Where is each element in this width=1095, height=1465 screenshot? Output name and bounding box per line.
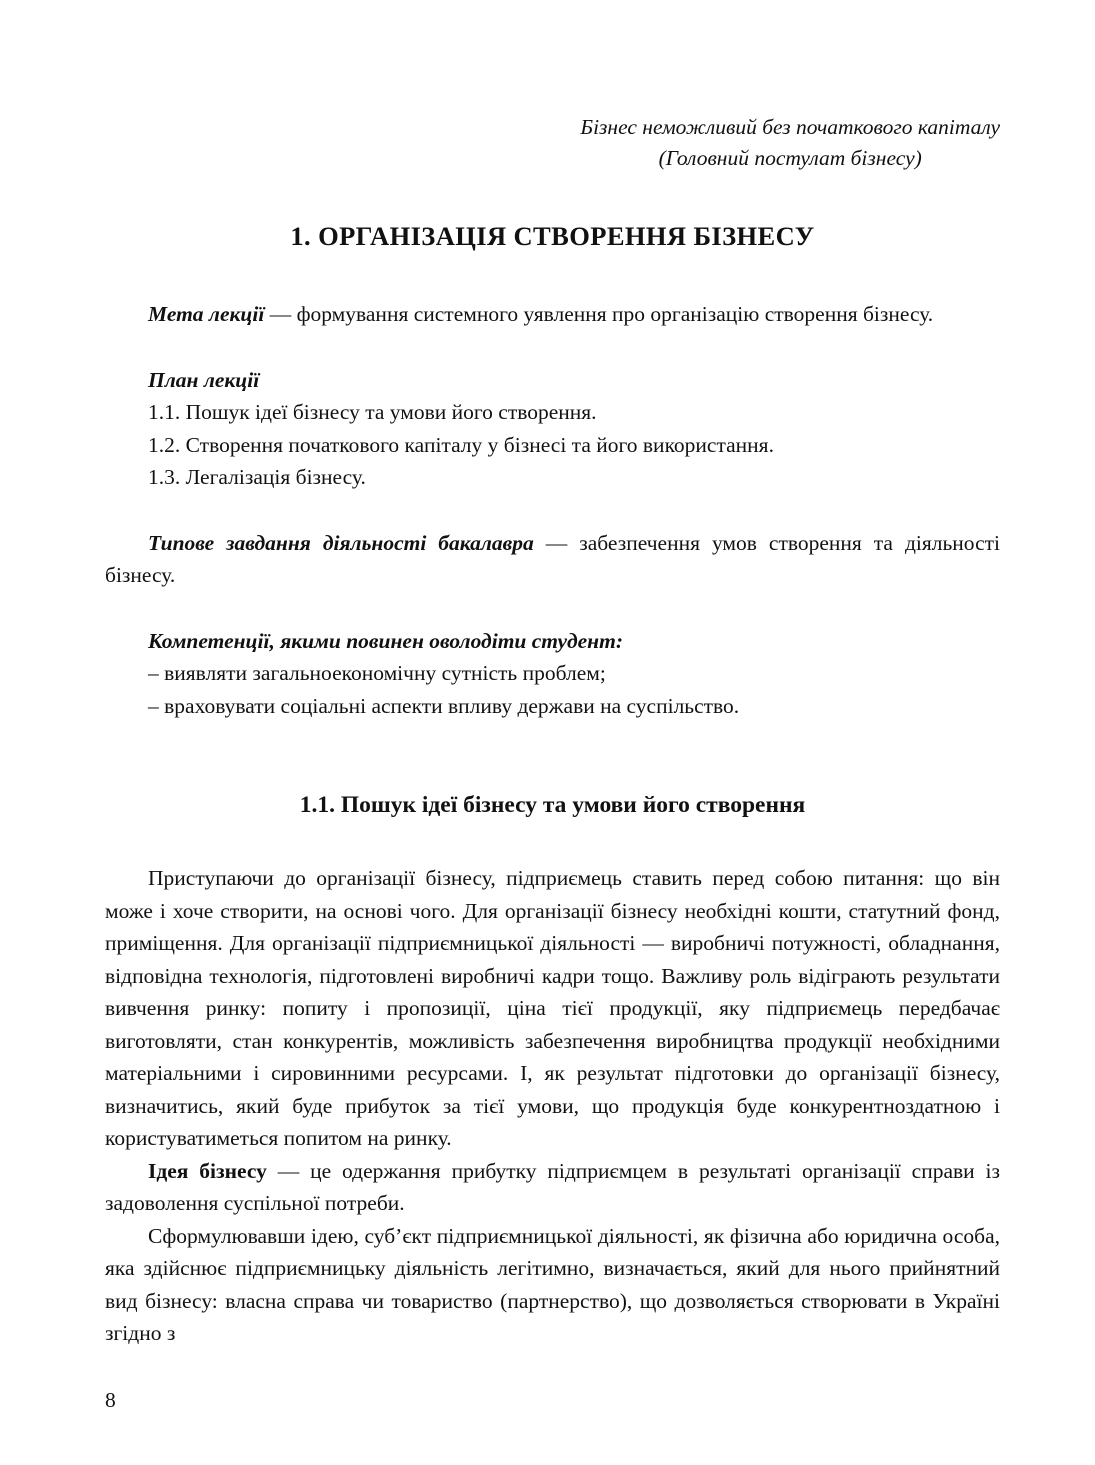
plan-heading: План лекції [148, 367, 260, 392]
body-paragraph-2 [105, 1155, 1000, 1220]
lecture-goal-text: — формування системного уявлення про організацію створення бізнесу. [264, 302, 934, 326]
business-idea-lead: Ідея бізнесу [148, 1158, 267, 1183]
epigraph [580, 112, 1000, 174]
lecture-goal-lead: Мета лекції [148, 302, 265, 326]
body-paragraph-1: Приступаючи до організації бізнесу, підприємець ставить перед собою питання: що він може і хоче створити, на основі чого. Для організації бізнесу необхідні кошти, статутний фонд, приміщення. Для організації підприємницької діяльності — виробничі потужності, обладнання, відповідна технологія, підготовлені виробничі кадри тощо. Важливу роль відіграють результати вивчення ринку: попиту і пропозиції, ціна тієї продукції, яку підприємець передбачає виготовляти, стан конкурентів, можливість забезпечення виробництва продукції необхідними матеріальними і сировинними ресурсами. І, як результат підготовки до організації бізнесу, визначитись, який буде прибуток за тієї умови, що продукція буде конкурентноздатною і користуватиметься попитом на ринку. [105, 866, 1000, 1150]
lecture-goal-paragraph [105, 298, 1000, 331]
epigraph-line-2: (Головний постулат бізнесу) [658, 146, 922, 170]
section-title: 1.1. Пошук ідеї бізнесу та умови його створення [299, 792, 806, 818]
bachelor-task-text: — забезпечення умов створення та діяльності бізнесу. [105, 530, 1000, 587]
competencies-heading: Компетенції, якими повинен оволодіти студент: [148, 628, 623, 653]
bachelor-task-paragraph [105, 527, 1000, 592]
page-number: 8 [105, 1388, 116, 1412]
plan-item-1: 1.1. Пошук ідеї бізнесу та умови його створення. [148, 400, 597, 424]
bachelor-task-lead: Типове завдання діяльності бакалавра [148, 530, 534, 555]
business-idea-text: — це одержання прибутку підприємцем в результаті організації справи із задоволення суспільної потреби. [105, 1158, 1000, 1215]
competency-item-1: – виявляти загальноекономічну сутність проблем; [148, 661, 606, 685]
plan-item-3: 1.3. Легалізація бізнесу. [148, 465, 366, 489]
chapter-title: 1. ОРГАНІЗАЦІЯ СТВОРЕННЯ БІЗНЕСУ [290, 221, 815, 251]
body-paragraph-3: Сформулювавши ідею, суб’єкт підприємницької діяльності, як фізична або юридична особа, яка здійснює підприємницьку діяльність легітимно, визначається, який для нього прийнятний вид бізнесу: власна справа чи товариство (партнерство), що дозволяється створювати в Україні згідно з [105, 1223, 1000, 1345]
competency-item-2: – враховувати соціальні аспекти впливу держави на суспільство. [148, 693, 740, 718]
plan-item-2: 1.2. Створення початкового капіталу у бізнесі та його використання. [148, 432, 774, 457]
epigraph-line-1: Бізнес неможливий без початкового капіталу [580, 115, 1000, 139]
